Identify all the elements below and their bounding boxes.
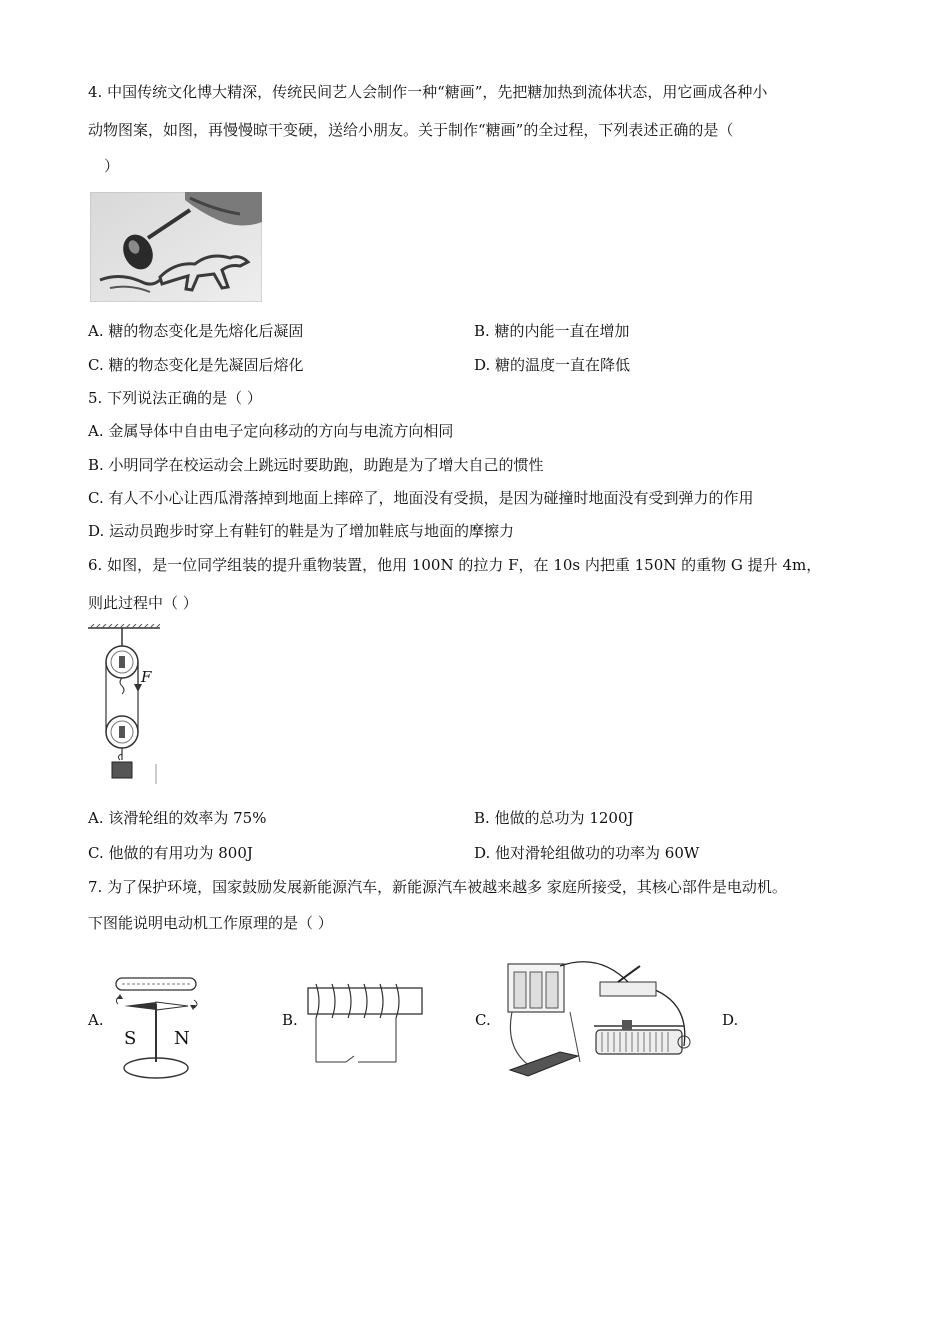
electromagnetic-apparatus-diagram [500,952,696,1080]
q7-choice-a-label: A. [88,1011,104,1029]
sugar-painting-photo [90,192,262,302]
q7-stem-line2: 下图能说明电动机工作原理的是（ ） [88,914,333,932]
q6-option-a: A. 该滑轮组的效率为 75% [88,809,267,827]
q6-option-d: D. 他对滑轮组做功的功率为 60W [474,844,700,862]
q6-stem-line2: 则此过程中（ ） [88,594,198,612]
q5-option-c: C. 有人不小心让西瓜滑落掉到地面上摔碎了，地面没有受损，是因为碰撞时地面没有受到弹力的作用 [88,489,754,507]
q7-stem-line1: 7. 为了保护环境，国家鼓励发展新能源汽车，新能源汽车被越来越多 家庭所接受，其核心部件是电动机。 [88,878,787,896]
q5-option-d: D. 运动员跑步时穿上有鞋钉的鞋是为了增加鞋底与地面的摩擦力 [88,522,515,540]
q7-choice-c-label: C. [475,1011,491,1029]
q4-option-d: D. 糖的温度一直在降低 [474,356,631,374]
compass-n-label: N [174,1028,190,1049]
compass-s-label: S [124,1028,137,1049]
pulley-system-diagram [88,624,160,784]
q4-option-b: B. 糖的内能一直在增加 [474,322,630,340]
force-f-label: F [141,668,152,686]
q5-stem: 5. 下列说法正确的是（ ） [88,389,262,407]
q4-stem-line1: 4. 中国传统文化博大精深，传统民间艺人会制作一种“糖画”，先把糖加热到流体状态，用它画成各种小 [88,83,768,101]
oersted-compass-diagram [110,974,206,1084]
q6-stem-line1: 6. 如图，是一位同学组装的提升重物装置，他用 100N 的拉力 F，在 10s 内把重 150N 的重物 G 提升 4m， [88,556,822,574]
q7-choice-b-label: B. [282,1011,298,1029]
q5-option-b: B. 小明同学在校运动会上跳远时要助跑，助跑是为了增大自己的惯性 [88,456,544,474]
q4-option-a: A. 糖的物态变化是先熔化后凝固 [88,322,304,340]
q5-option-a: A. 金属导体中自由电子定向移动的方向与电流方向相同 [88,422,454,440]
q7-choice-d-label: D. [722,1011,739,1029]
q4-option-c: C. 糖的物态变化是先凝固后熔化 [88,356,304,374]
q6-option-c: C. 他做的有用功为 800J [88,844,253,862]
q4-stem-line2: 动物图案，如图，再慢慢晾干变硬，送给小朋友。关于制作“糖画”的全过程，下列表述正确的是（ [88,121,734,139]
q6-option-b: B. 他做的总功为 1200J [474,809,634,827]
q4-stem-line3: ） [104,157,120,175]
solenoid-circuit-diagram [302,982,430,1072]
